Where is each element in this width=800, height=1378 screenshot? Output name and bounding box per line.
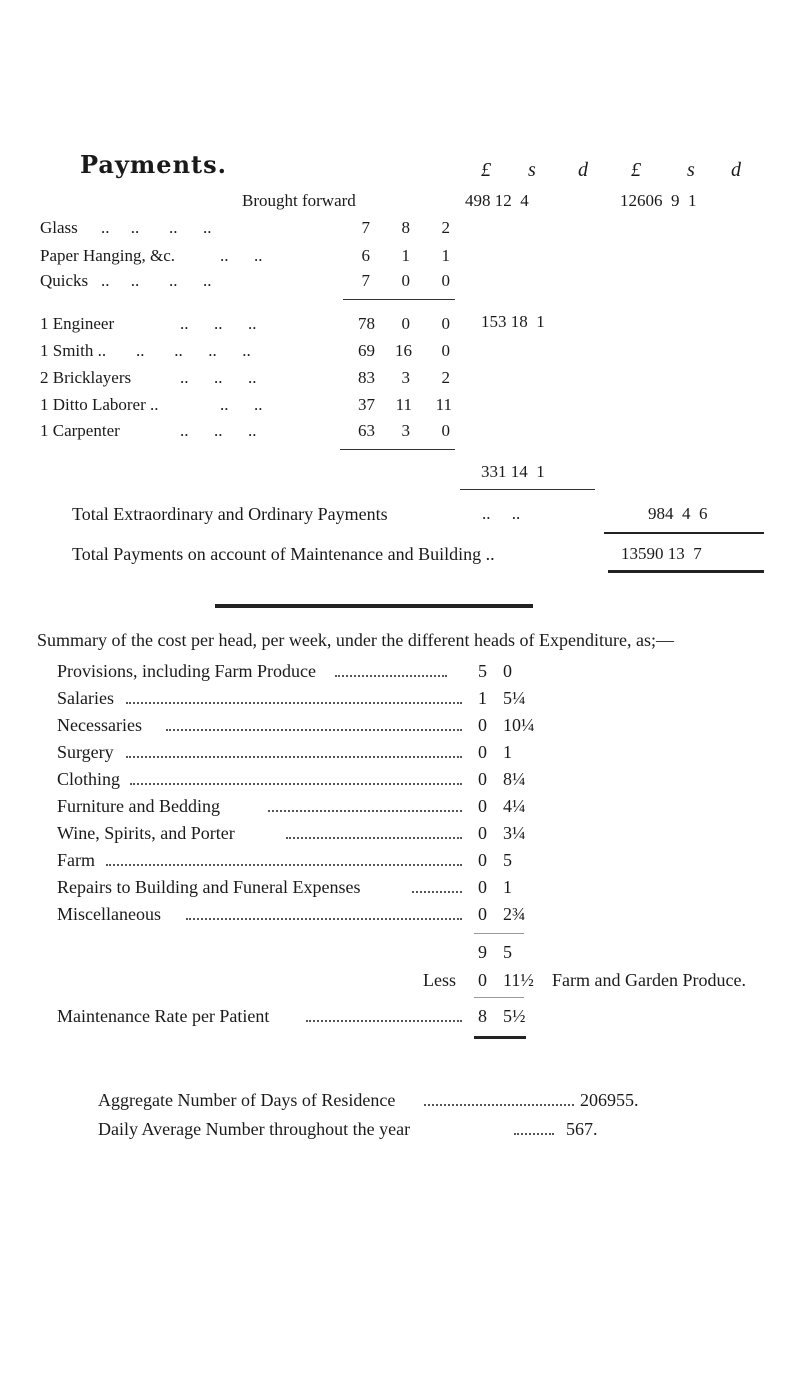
leader-dots [412, 891, 462, 893]
maintenance-rate-label: Maintenance Rate per Patient [57, 1006, 270, 1026]
item-pence: 11 [435, 395, 452, 414]
summary-pence: 8¼ [503, 769, 526, 789]
section-divider [215, 604, 533, 608]
maintenance-rate-pence: 5½ [503, 1006, 526, 1026]
item-pence: 0 [441, 341, 450, 360]
summary-pence: 0 [503, 661, 512, 681]
subtotal-2: 331 14 1 [481, 462, 545, 481]
item-label: Paper Hanging, &c. [40, 246, 176, 265]
item-pence: 2 [441, 218, 450, 237]
item-shillings: 0 [401, 271, 410, 290]
leader-dots [268, 810, 462, 812]
item-label: 2 Bricklayers [40, 368, 132, 387]
item-pence: 0 [441, 271, 450, 290]
col2-pence-header: d [731, 159, 741, 181]
item-shillings: 1 [401, 246, 410, 265]
summary-pence: 3¼ [503, 823, 526, 843]
item-pence: 1 [441, 246, 450, 265]
summary-pence: 5 [503, 850, 512, 870]
summary-pence: 4¼ [503, 796, 526, 816]
summary-pence: 2¾ [503, 904, 526, 924]
summary-label: Necessaries [57, 715, 142, 735]
less-rule [474, 997, 524, 998]
summary-label: Salaries [57, 688, 114, 708]
subtotal-rule-2 [340, 449, 455, 450]
summary-pence: 5¼ [503, 688, 526, 708]
summary-label: Clothing [57, 769, 121, 789]
item-label: Quicks [40, 271, 89, 290]
summary-shillings: 0 [478, 904, 487, 924]
total-payments-amount: 13590 13 7 [621, 544, 702, 563]
summary-shillings: 1 [478, 688, 487, 708]
item-shillings: 3 [401, 368, 410, 387]
summary-shillings: 0 [478, 769, 487, 789]
less-note: Farm and Garden Produce. [552, 970, 746, 990]
item-label: 1 Smith .. [40, 341, 107, 360]
item-pounds: 6 [361, 246, 370, 265]
leader-dots [126, 756, 462, 758]
total-payments-label: Total Payments on account of Maintenance and Building .. [72, 544, 495, 564]
total-rule [604, 532, 764, 534]
item-pence: 2 [441, 368, 450, 387]
leader-dots [130, 783, 462, 785]
summary-label: Furniture and Bedding [57, 796, 220, 816]
less-label: Less [423, 970, 456, 990]
leader-dots: .. .. .. .. [136, 341, 251, 360]
col1-shilling-header: s [528, 159, 536, 181]
summary-pence: 1 [503, 742, 512, 762]
aggregate-label: Aggregate Number of Days of Residence [98, 1090, 396, 1110]
daily-average-label: Daily Average Number throughout the year [98, 1119, 411, 1139]
summary-shillings: 5 [478, 661, 487, 681]
summary-shillings: 0 [478, 823, 487, 843]
col2-shilling-header: s [687, 159, 695, 181]
item-label: Glass [40, 218, 78, 237]
total-extraordinary-dots: .. .. [482, 504, 521, 523]
summary-label: Surgery [57, 742, 114, 762]
leader-dots: .. .. .. [180, 314, 257, 333]
summary-pence: 1 [503, 877, 512, 897]
subtotal-1: 153 18 1 [481, 312, 545, 331]
summary-total-shillings: 9 [478, 942, 487, 962]
item-pounds: 78 [358, 314, 375, 333]
leader-dots: .. .. .. [180, 421, 257, 440]
leader-dots [126, 702, 462, 704]
item-pounds: 69 [358, 341, 375, 360]
item-shillings: 3 [401, 421, 410, 440]
item-pounds: 83 [358, 368, 375, 387]
item-pounds: 37 [358, 395, 375, 414]
summary-label: Provisions, including Farm Produce [57, 661, 316, 681]
item-shillings: 8 [401, 218, 410, 237]
item-pounds: 7 [361, 218, 370, 237]
summary-shillings: 0 [478, 877, 487, 897]
item-pounds: 7 [361, 271, 370, 290]
item-pence: 0 [441, 314, 450, 333]
summary-label: Farm [57, 850, 95, 870]
leader-dots: .. .. [220, 246, 263, 265]
leader-dots: .. .. [220, 395, 263, 414]
total-extraordinary-label: Total Extraordinary and Ordinary Payments [72, 504, 388, 524]
brought-forward-label: Brought forward [242, 191, 356, 210]
summary-label: Miscellaneous [57, 904, 161, 924]
less-shillings: 0 [478, 970, 487, 990]
item-label: 1 Carpenter [40, 421, 120, 440]
item-pounds: 63 [358, 421, 375, 440]
leader-dots: .. .. .. .. [101, 218, 212, 237]
leader-dots [306, 1020, 462, 1022]
summary-label: Repairs to Building and Funeral Expenses [57, 877, 361, 897]
leader-dots [424, 1104, 574, 1106]
summary-pence: 10¼ [503, 715, 535, 735]
leader-dots [166, 729, 462, 731]
col1-pence-header: d [578, 159, 588, 181]
leader-dots: .. .. .. [180, 368, 257, 387]
grand-total-rule [608, 570, 764, 573]
item-shillings: 16 [395, 341, 412, 360]
brought-forward-amount1: 498 12 4 [465, 191, 529, 210]
leader-dots [335, 675, 447, 677]
summary-label: Wine, Spirits, and Porter [57, 823, 235, 843]
col1-pound-header: £ [481, 159, 491, 181]
item-label: 1 Engineer [40, 314, 115, 333]
item-shillings: 11 [395, 395, 412, 414]
leader-dots [286, 837, 462, 839]
aggregate-value: 206955. [580, 1090, 639, 1110]
daily-average-value: 567. [566, 1119, 598, 1139]
rate-double-rule [474, 1036, 526, 1039]
maintenance-rate-shillings: 8 [478, 1006, 487, 1026]
item-shillings: 0 [401, 314, 410, 333]
summary-intro: Summary of the cost per head, per week, under the different heads of Expenditure, as;— [37, 630, 674, 650]
summary-total-pence: 5 [503, 942, 512, 962]
col2-pound-header: £ [631, 159, 641, 181]
section-title: Payments. [80, 150, 227, 179]
leader-dots [186, 918, 462, 920]
summary-subtotal-rule [474, 933, 524, 934]
less-pence: 11½ [503, 970, 534, 990]
brought-forward-amount2: 12606 9 1 [620, 191, 697, 210]
total-extraordinary-amount: 984 4 6 [648, 504, 708, 523]
summary-shillings: 0 [478, 742, 487, 762]
subtotal-rule-1 [343, 299, 455, 300]
summary-shillings: 0 [478, 796, 487, 816]
item-label: 1 Ditto Laborer .. [40, 395, 159, 414]
leader-dots [106, 864, 462, 866]
summary-shillings: 0 [478, 850, 487, 870]
summary-shillings: 0 [478, 715, 487, 735]
leader-dots: .. .. .. .. [101, 271, 212, 290]
leader-dots [514, 1133, 554, 1135]
item-pence: 0 [441, 421, 450, 440]
sum-rule [460, 489, 595, 490]
